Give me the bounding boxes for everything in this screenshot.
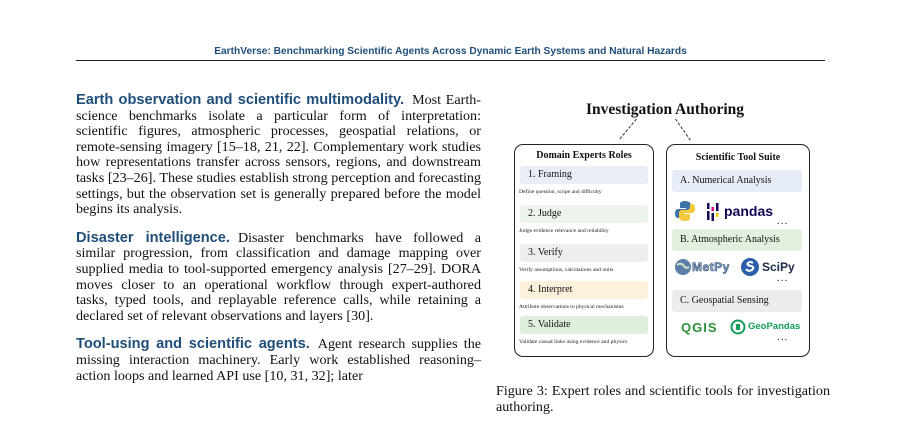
scipy-logo: SciPy: [762, 260, 795, 274]
paragraph-heading: Tool-using and scientific agents.: [76, 336, 310, 353]
tool-section-geospatial: C. Geospatial Sensing: [672, 290, 802, 312]
ellipsis: ...: [777, 331, 789, 343]
header-rule: [76, 60, 825, 61]
tool-suite-panel: [666, 144, 810, 357]
globe-icon: [674, 258, 692, 276]
role-interpret: 4. Interpret: [520, 281, 648, 299]
pandas-logo: pandas: [724, 203, 774, 219]
python-icon: [674, 200, 696, 222]
geopandas-logo: GeoPandas: [748, 321, 801, 332]
role-framing: 1. Framing: [520, 166, 648, 184]
paragraph-disaster-intelligence: [76, 231, 481, 325]
ellipsis: ...: [777, 272, 789, 284]
figure-title: Investigation Authoring: [585, 101, 745, 118]
paragraph-heading: Earth observation and scientific multimodality.: [76, 92, 405, 108]
role-verify: 3. Verify: [520, 244, 648, 262]
role-judge: 2. Judge: [520, 205, 648, 223]
panel-title: Scientific Tool Suite: [695, 152, 781, 163]
figure-caption: Figure 3: Expert roles and scientific tools for investigation authoring.: [496, 383, 830, 415]
paragraph-body: Disaster benchmarks have followed a similar progression, from classification and damage mapping over supplied media to tool-supported emergency analysis [27–29]. DORA moves closer to an operational workflow through expert-authored tasks, typed tools, and replayable reference calls, while retaining a declared set of relevant observations and layers [30].: [76, 229, 481, 324]
tool-section-atmospheric: B. Atmospheric Analysis: [672, 229, 802, 251]
paragraph-heading: Disaster intelligence.: [76, 229, 230, 246]
running-header: EarthVerse: Benchmarking Scientific Agents Across Dynamic Earth Systems and Natural Hazards: [214, 46, 687, 57]
paragraph-body: Agent research supplies the missing interaction machinery. Early work established reasoning–action loops and learned API use [10, 31, 32]; later: [76, 336, 481, 384]
role-validate: 5. Validate: [520, 316, 648, 334]
panel-title: Domain Experts Roles: [536, 150, 632, 161]
role-desc: Judge evidence relevance and reliability: [519, 228, 609, 234]
ellipsis: ...: [777, 215, 789, 227]
metpy-logo: MetPy: [692, 260, 730, 274]
role-desc: Attribute observations to physical mechanisms: [519, 304, 624, 310]
connector-left: [619, 119, 636, 140]
domain-experts-panel: [514, 144, 654, 357]
paragraph-body: Most Earth-science benchmarks isolate a particular form of interpretation: scientific figures, atmospheric processes, geospatial relations, or remote-sensing imagery [15–18, 21, 22]. Complementary work studies how representations transfer across sensors, regions, and downstream tasks [23–26]. These studies establish strong perception and forecasting settings, but the observation set is generally prepared before the model begins its analysis.: [76, 92, 481, 218]
paragraph-tool-using-agents: [76, 337, 481, 384]
role-desc: Define question, scope and difficulty: [519, 189, 602, 195]
paragraph-earth-observation: [76, 93, 481, 218]
pandas-icon: [706, 203, 720, 221]
scipy-icon: [740, 257, 760, 277]
role-desc: Validate causal links using evidence and physics: [519, 339, 628, 345]
role-desc: Verify assumptions, calculations and units: [519, 267, 614, 273]
left-column: [76, 93, 481, 397]
connector-right: [675, 119, 691, 141]
tool-section-numerical: A. Numerical Analysis: [672, 170, 802, 192]
geopandas-icon: [730, 319, 746, 335]
qgis-logo: QGIS: [681, 320, 718, 335]
